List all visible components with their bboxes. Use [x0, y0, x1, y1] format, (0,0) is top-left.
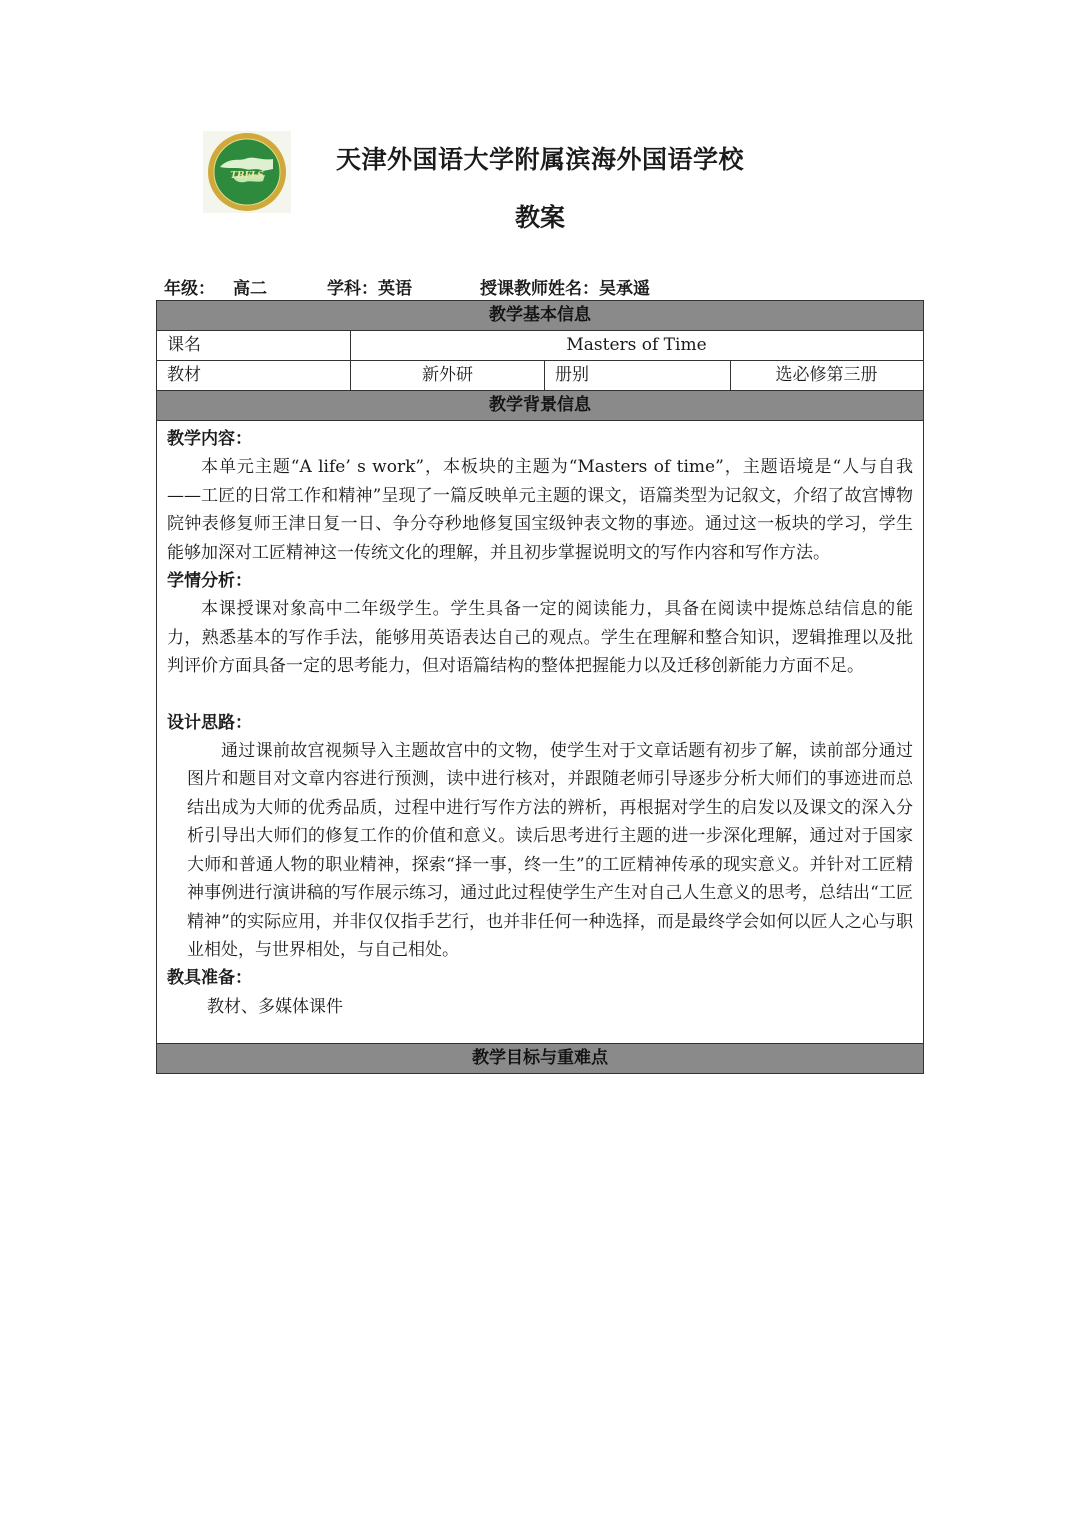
analysis-paragraph: 本课授课对象高中二年级学生。学生具备一定的阅读能力，具备在阅读中提炼总结信息的能力，熟悉基本的写作手法，能够用英语表达自己的观点。学生在理解和整合知识，逻辑推理以及批判评价方面具备一定的思考能力，但对语篇结构的整体把握能力以及迁移创新能力方面不足。: [167, 599, 913, 677]
basic-info-header: 教学基本信息: [157, 301, 923, 331]
doc-title: 教案: [514, 203, 565, 232]
design-paragraph: 通过课前故宫视频导入主题故宫中的文物，使学生对于文章话题有初步了解，读前部分通过图片和题目对文章内容进行预测，读中进行核对，并跟随老师引导逐步分析大师们的事迹进而总结出成为大师的优秀品质，过程中进行写作方法的辨析，再根据对学生的启发以及课文的深入分析引导出大师们的修复工作的价值和意义。读后思考进行主题的进一步深化理解，通过对于国家大师和普通人物的职业精神，探索“择一事，终一生”的工匠精神传承的现实意义。并针对工匠精神事例进行演讲稿的写作展示练习，通过此过程使学生产生对自己人生意义的思考，总结出“工匠精神”的实际应用，并非仅仅指手艺行，也并非任何一种选择，而是最终学会如何以匠人之心与职业相处，与世界相处，与自己相处。: [187, 741, 913, 960]
content-paragraph: 本单元主题“A life’ s work”，本板块的主题为“Masters of time”，主题语境是“人与自我——工匠的日常工作和精神”呈现了一篇反映单元主题的课文，语篇类型为记叙文，介绍了故宫博物院钟表修复师王津日复一日、争分夺秒地修复国宝级钟表文物的事迹。通过这一板块的学习，学生能够加深对工匠精神这一传统文化的理解，并且初步掌握说明文的写作内容和写作方法。: [167, 457, 913, 563]
volume-value: 选必修第三册: [775, 365, 878, 385]
subject-label: 学科：: [327, 279, 378, 299]
grade-field: [164, 274, 267, 299]
textbook-value: 新外研: [351, 361, 545, 390]
textbook-label: 教材: [157, 361, 351, 390]
course-label: 课名: [157, 331, 351, 360]
course-value: Masters of Time: [566, 335, 707, 355]
spacer: [167, 681, 913, 709]
tools-text: 教材、多媒体课件: [207, 996, 343, 1017]
analysis-heading: 学情分析：: [167, 571, 252, 592]
teacher-field: [480, 274, 650, 299]
volume-label: 册别: [545, 361, 731, 390]
course-row: [157, 331, 923, 361]
logo-text: TBFLS: [230, 171, 264, 181]
subject-field: [327, 274, 412, 299]
goals-header: 教学目标与重难点: [157, 1043, 923, 1073]
subject-value: 英语: [378, 279, 412, 299]
grade-label: 年级：: [164, 279, 215, 299]
background-info-header: 教学背景信息: [157, 391, 923, 421]
tools-heading: 教具准备：: [167, 968, 252, 989]
lesson-plan-table: [156, 300, 924, 1074]
school-name: 天津外国语大学附属滨海外国语学校: [335, 145, 744, 174]
background-content: [157, 421, 923, 1043]
teacher-label: 授课教师姓名：: [480, 279, 599, 299]
content-heading: 教学内容：: [167, 429, 252, 449]
textbook-row: [157, 361, 923, 391]
grade-value: 高二: [233, 279, 267, 299]
teacher-value: 吴承遥: [599, 279, 650, 299]
design-heading: 设计思路：: [167, 712, 252, 733]
